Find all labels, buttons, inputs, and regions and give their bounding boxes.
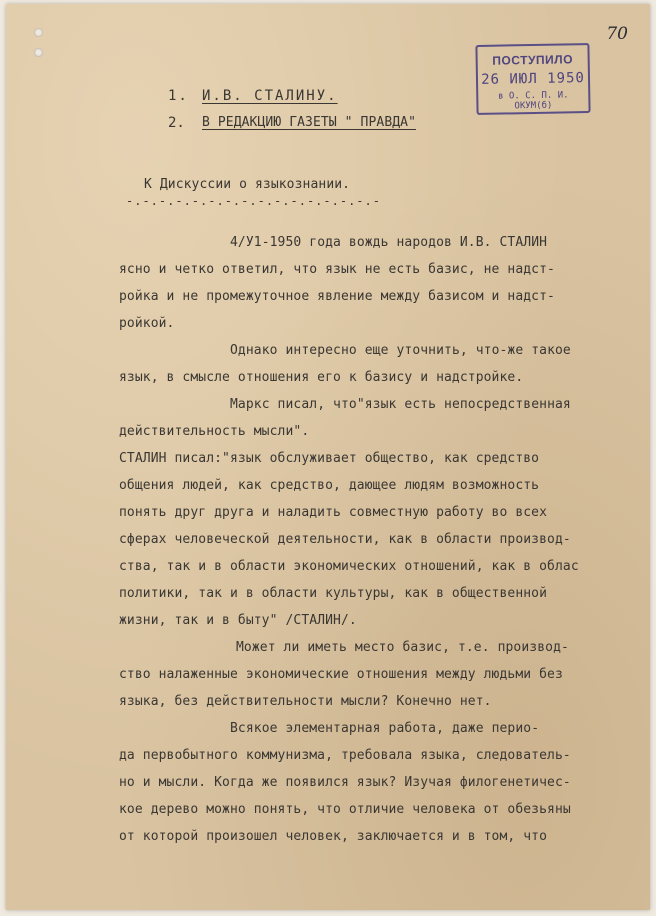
binder-hole (34, 48, 43, 57)
stamp-date: 26 ИЮЛ 1950 (481, 70, 585, 88)
text-line: ство налаженные экономические отношения между людьми без (119, 667, 563, 682)
text-line: Всякое элементарная работа, даже перио- (230, 721, 540, 736)
text-line: СТАЛИН писал:"язык обслуживает общество, как средство (119, 451, 540, 466)
heading: К Дискуссии о языкознании. (144, 177, 351, 192)
text-line: да первобытного коммунизма, требовала языка, следователь- (119, 748, 571, 763)
document-page (6, 4, 650, 910)
text-line: Может ли иметь место базис, т.е. производ- (236, 640, 569, 655)
text-line: сферах человеческой деятельности, как в области производ- (119, 532, 571, 547)
text-line: ройка и не промежуточное явление между базисом и надст- (119, 289, 555, 304)
addressee-1-number: 1. (168, 88, 189, 104)
text-line: но и мысли. Когда же появился язык? Изучая филогенетичес- (119, 775, 571, 790)
binder-hole (34, 28, 43, 37)
text-line: языка, без действительности мысли? Конечно нет. (119, 694, 492, 709)
text-line: ясно и четко ответил, что язык не есть базис, не надст- (119, 262, 555, 277)
received-stamp (475, 43, 590, 115)
text-line: кое дерево можно понять, что отличие человека от обезьяны (119, 802, 571, 817)
page-number: 70 (606, 24, 628, 44)
text-line: 4/У1-1950 года вождь народов И.В. СТАЛИН (230, 235, 548, 250)
text-line: понять друг друга и наладить совместную работу во всех (119, 505, 548, 520)
text-line: политики, так и в области культуры, как в общественной (119, 586, 548, 601)
text-line: жизни, так и в быту" /СТАЛИН/. (119, 613, 357, 628)
stamp-office: в О. С. П. И. ОКУМ(б) (497, 90, 569, 112)
heading-underline: -.-.-.-.-.-.-.-.-.-.-.-.-.-.-.- (126, 194, 381, 208)
addressee-1: И.В. СТАЛИНУ. (202, 88, 338, 104)
addressee-2-number: 2. (168, 115, 185, 131)
text-line: от которой произошел человек, заключается и в том, что (119, 829, 548, 844)
text-line: Однако интересно еще уточнить, что-же такое (230, 343, 571, 358)
text-line: действительность мысли". (119, 424, 310, 439)
addressee-2: В РЕДАКЦИЮ ГАЗЕТЫ " ПРАВДА" (202, 115, 417, 130)
text-line: язык, в смысле отношения его к базису и надстройке. (119, 370, 524, 385)
stamp-title: ПОСТУПИЛО (492, 52, 574, 68)
text-line: ства, так и в области экономических отношений, как в облас (119, 559, 579, 574)
text-line: общения людей, как средство, дающее людям возможность (119, 478, 540, 493)
text-line: ройкой. (119, 316, 175, 331)
text-line: Маркс писал, что"язык есть непосредственная (230, 397, 571, 412)
